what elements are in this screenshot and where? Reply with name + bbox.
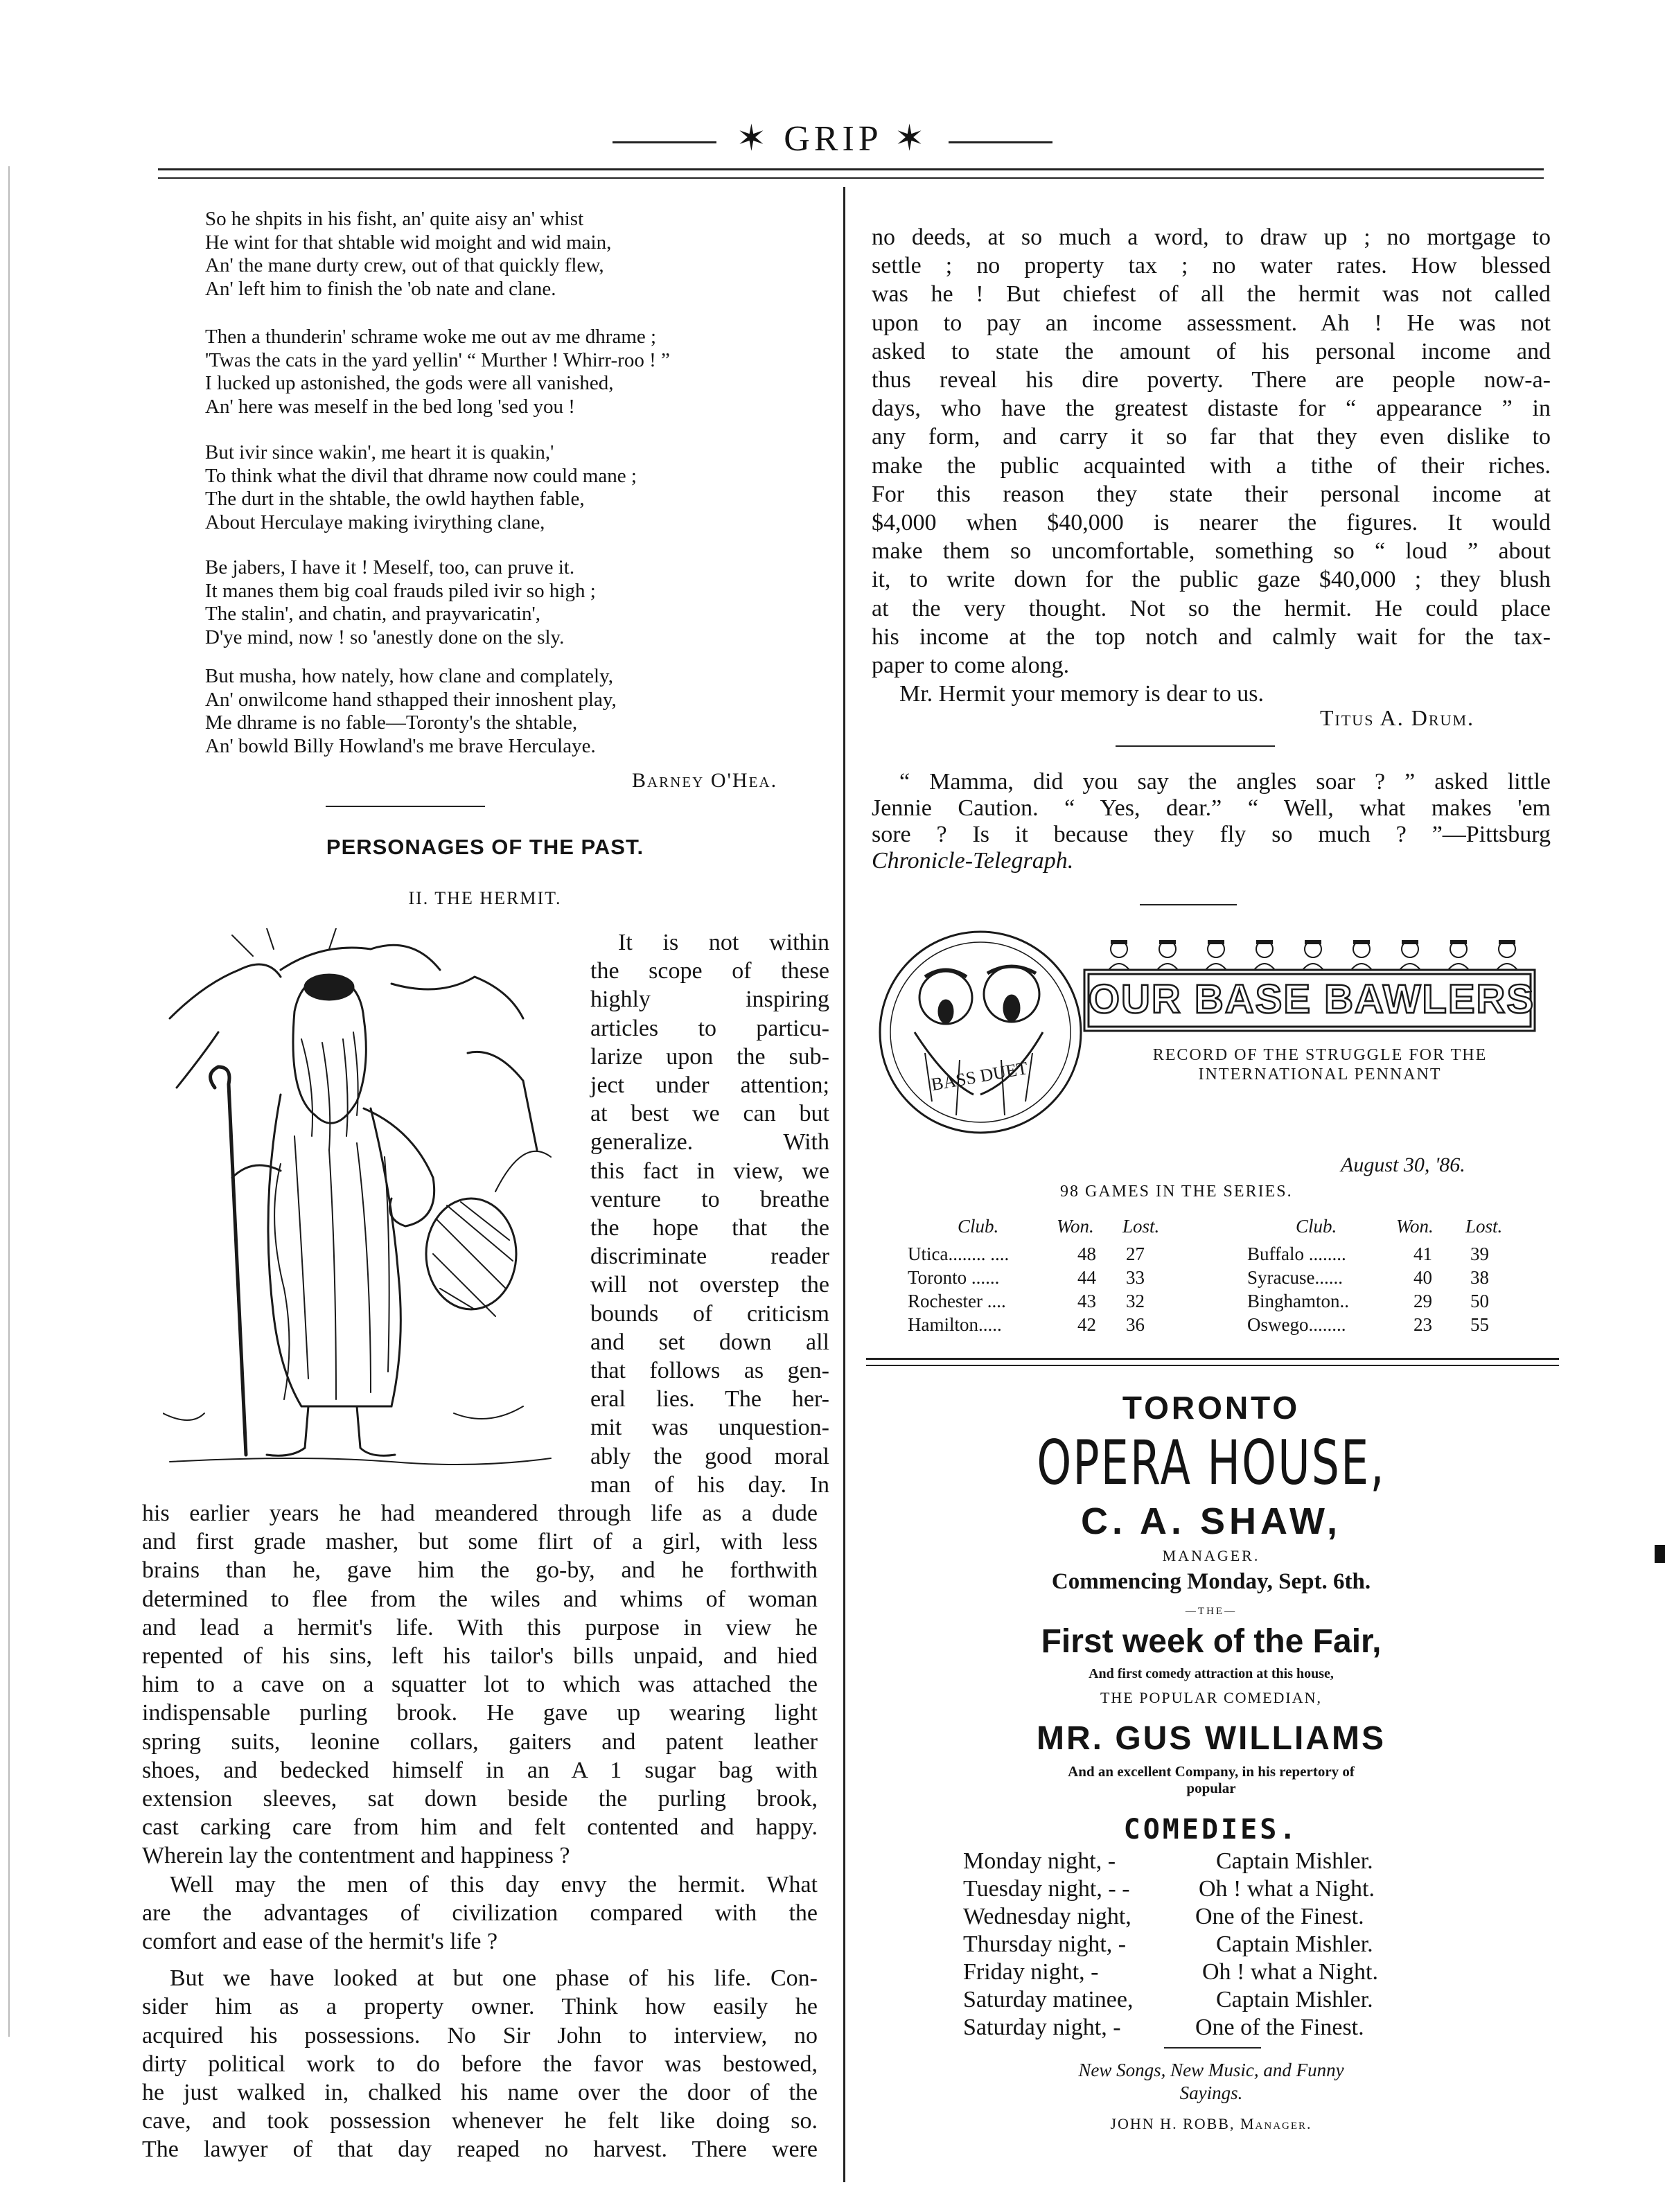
club-won: 42	[1077, 1314, 1096, 1335]
poem-line: An' here was meself in the bed long 'sed you !	[205, 395, 575, 418]
article-line: dirty political work to do before the favor was bestowed,	[142, 2051, 818, 2077]
club-name: Syracuse......	[1247, 1267, 1343, 1288]
standings-header-won: Won.	[1396, 1216, 1434, 1237]
poem-stanza-5	[205, 665, 815, 758]
article-line: and lead a hermit's life. With this purpose in view he	[142, 1614, 818, 1640]
club-won: 43	[1077, 1291, 1096, 1311]
article-subtitle: II. THE HERMIT.	[408, 888, 562, 908]
column-divider	[843, 187, 845, 2182]
baseball-games-line: 98 GAMES IN THE SERIES.	[1060, 1183, 1293, 1201]
section-rule	[1140, 904, 1237, 905]
article-line: mit was unquestion-	[590, 1415, 829, 1441]
poem-line: Be jabers, I have it ! Meself, too, can pruve it.	[205, 556, 575, 578]
article-line: ject under attention;	[590, 1072, 829, 1099]
header-rule	[158, 168, 1544, 170]
article-line: bounds of criticism	[590, 1300, 829, 1327]
article-line: the scope of these	[590, 958, 829, 984]
joke-line: Chronicle-Telegraph.	[872, 848, 1074, 874]
poem-stanza-2	[205, 326, 815, 418]
article-line: repented of his sins, left his tailor's bills unpaid, and hied	[142, 1643, 818, 1670]
poem-line: An' bowld Billy Howland's me brave Herculaye.	[205, 734, 596, 757]
club-name: Utica........ ....	[908, 1244, 1010, 1264]
joke-line: Jennie Caution. “ Yes, dear.” “ Well, what makes 'em	[872, 795, 1551, 821]
schedule-night: Saturday matinee,	[963, 1987, 1134, 2012]
article-line: Mr. Hermit your memory is dear to us.	[899, 681, 1264, 707]
article-line: the hope that the	[590, 1215, 829, 1241]
joke-line: sore ? Is it because they fly so much ? ”—Pittsburg	[872, 822, 1551, 847]
poem-line: To think what the divil that dhrame now could mane ;	[205, 464, 637, 487]
hermit-illustration	[163, 928, 592, 1476]
poem-line: The durt in the shtable, the owld haythen fable,	[205, 488, 585, 511]
schedule-play: Captain Mishler.	[1216, 1931, 1373, 1957]
club-won: 48	[1077, 1244, 1096, 1264]
club-won: 44	[1077, 1267, 1096, 1288]
article-line: cave, and took possession whenever he felt like doing so.	[142, 2108, 818, 2134]
article-line: him to a cave on a squatter lot to which was attached the	[142, 1672, 818, 1698]
schedule-play: Oh ! what a Night.	[1202, 1959, 1379, 1985]
article-line: at the very thought. Not so the hermit. He could place	[872, 595, 1551, 621]
masthead	[0, 118, 1665, 159]
ad-manager-label: MANAGER.	[1162, 1547, 1260, 1564]
ad-footer-signature: JOHN H. ROBB, Manager.	[1110, 2115, 1312, 2132]
article-line: thus reveal his dire poverty. There are people now-a-	[872, 367, 1551, 393]
ad-venue-line-1: TORONTO	[1122, 1390, 1301, 1426]
article-line: highly inspiring	[590, 986, 829, 1013]
poem-line: An' left him to finish the 'ob nate and clane.	[205, 277, 556, 300]
poem-line: He wint for that shtable wid moight and wid main,	[205, 231, 612, 254]
poem-line: An' onwilcome hand sthapped their innoshent play,	[205, 688, 617, 711]
article-body-wide	[142, 1499, 818, 2164]
schedule-night: Saturday night, -	[963, 2015, 1121, 2040]
poem-line: I lucked up astonished, the gods were all vanished,	[205, 372, 614, 395]
article-continued	[872, 223, 1551, 708]
schedule-play: Oh ! what a Night.	[1199, 1876, 1375, 1902]
club-won: 29	[1413, 1291, 1432, 1311]
article-line: acquired his possessions. No Sir John to interview, no	[142, 2022, 818, 2049]
article-line: $4,000 when $40,000 is nearer the figures. It would	[872, 510, 1551, 536]
baseball-banner-badge: BASS DUET	[929, 1058, 1030, 1095]
joke	[872, 769, 1551, 874]
baseball-banner-subtitle-2: INTERNATIONAL PENNANT	[1198, 1065, 1442, 1083]
poem-signature: Barney O'Hea.	[632, 769, 778, 792]
article-line: larize upon the sub-	[590, 1043, 829, 1070]
poem-line: About Herculaye making ivirything clane,	[205, 511, 545, 533]
article-line: it, to write down for the public gaze $40,000 ; they blush	[872, 567, 1551, 593]
ad-fair: First week of the Fair,	[1041, 1623, 1382, 1660]
article-line: will not overstep the	[590, 1272, 829, 1298]
schedule-night: Thursday night, -	[963, 1931, 1127, 1957]
club-lost: 38	[1470, 1267, 1489, 1288]
article-line: at best we can but	[590, 1101, 829, 1127]
ad-company-line: And an excellent Company, in his repertory of	[1068, 1763, 1355, 1780]
club-lost: 50	[1470, 1291, 1489, 1311]
article-line: and first grade masher, but some flirt of a girl, with less	[142, 1529, 818, 1555]
article-line: spring suits, leonine collars, gaiters and patent leather	[142, 1728, 818, 1755]
article-line: comfort and ease of the hermit's life ?	[142, 1929, 498, 1955]
ad-footer	[872, 2059, 1551, 2105]
article-line: was he ! But chiefest of all the hermit was not called	[872, 281, 1551, 308]
ad-commencing: Commencing Monday, Sept. 6th.	[1051, 1569, 1371, 1594]
article-line: cast carking care from him and felt contented and happy.	[142, 1814, 818, 1841]
article-title: PERSONAGES OF THE PAST.	[326, 835, 644, 859]
article-line: Well may the men of this day envy the hermit. What	[170, 1871, 818, 1897]
masthead-rule-right	[949, 141, 1052, 143]
section-rule	[326, 806, 485, 807]
baseball-banner	[876, 921, 1542, 1171]
article-line: make the public acquainted with a tithe of their riches.	[872, 452, 1551, 479]
standings-header-lost: Lost.	[1465, 1216, 1503, 1237]
club-name: Oswego........	[1247, 1314, 1346, 1335]
article-line: indispensable purling brook. He gave up wearing light	[142, 1700, 818, 1726]
ad-first-comedy: And first comedy attraction at this house,	[1089, 1666, 1334, 1681]
schedule-play: One of the Finest.	[1195, 2015, 1364, 2040]
poem-line: But ivir since wakin', me heart it is quakin,'	[205, 441, 554, 463]
ad-star: MR. GUS WILLIAMS	[1037, 1720, 1386, 1757]
ad-rule	[866, 1358, 1559, 1360]
article-line: his earlier years he had meandered through life as a dude	[142, 1501, 818, 1526]
article-line: he just walked in, chalked his name over the door of the	[142, 2080, 818, 2106]
schedule-play: Captain Mishler.	[1216, 1848, 1373, 1874]
article-line: asked to state the amount of his personal income and	[872, 338, 1551, 364]
poem-line: Then a thunderin' schrame woke me out av me dhrame ;	[205, 326, 657, 348]
article-line: that follows as gen-	[590, 1358, 829, 1384]
article-body-narrow	[590, 928, 829, 1499]
article-line: Wherein lay the contentment and happiness ?	[142, 1843, 570, 1869]
masthead-rule-left	[613, 141, 716, 143]
club-lost: 33	[1126, 1267, 1145, 1288]
baseball-banner-title: OUR BASE BAWLERS	[1088, 977, 1535, 1022]
ad-schedule	[963, 1848, 1448, 2049]
baseball-banner-subtitle-1: RECORD OF THE STRUGGLE FOR THE	[1152, 1046, 1488, 1064]
article-line: For this reason they state their personal income at	[872, 481, 1551, 507]
article-line: It is not within	[618, 930, 829, 955]
article-line: make them so uncomfortable, something so “ loud ” about	[872, 538, 1551, 565]
poem-line: It manes them big coal frauds piled ivir so high ;	[205, 579, 596, 602]
ad-company-line: popular	[1186, 1780, 1236, 1796]
club-lost: 55	[1470, 1314, 1489, 1335]
schedule-night: Monday night, -	[963, 1848, 1116, 1874]
standings-header-won: Won.	[1057, 1216, 1094, 1237]
schedule-night: Friday night, -	[963, 1959, 1099, 1985]
article-line: venture to breathe	[590, 1186, 829, 1212]
standings-header-club: Club.	[958, 1216, 999, 1237]
poem-stanza-1	[205, 208, 815, 301]
poem-line: So he shpits in his fisht, an' quite aisy an' whist	[205, 208, 584, 230]
ad-company	[872, 1763, 1551, 1796]
baseball-date: August 30, '86.	[1341, 1153, 1465, 1176]
article-line: and set down all	[590, 1329, 829, 1355]
club-won: 23	[1413, 1314, 1432, 1335]
article-line: eral lies. The her-	[590, 1386, 829, 1413]
poem-stanza-4	[205, 556, 815, 649]
masthead-star-right: ✶	[894, 119, 929, 159]
schedule-play: Captain Mishler.	[1216, 1987, 1373, 2012]
ad-footer-line: New Songs, New Music, and Funny	[1078, 2060, 1344, 2080]
club-lost: 27	[1126, 1244, 1145, 1264]
ad-rule-short	[1164, 2047, 1261, 2049]
article-line: extension sleeves, sat down beside the purling brook,	[142, 1786, 818, 1812]
article-line: articles to particu-	[590, 1015, 829, 1041]
club-name: Buffalo ........	[1247, 1244, 1346, 1264]
article-line: But we have looked at but one phase of his life. Con-	[170, 1965, 818, 1992]
article-line: upon to pay an income assessment. Ah ! He was not	[872, 310, 1551, 336]
article-line: brains than he, gave him the go-by, and he forthwith	[142, 1557, 818, 1584]
ad-rule-thin	[866, 1365, 1559, 1366]
article-line: paper to come along.	[872, 653, 1070, 679]
article-line: days, who have the greatest distaste for “ appearance ” in	[872, 396, 1551, 422]
section-rule	[1116, 745, 1275, 747]
ad-venue-line-2: OPERA HOUSE,	[1037, 1427, 1386, 1498]
poem-line: An' the mane durty crew, out of that quickly flew,	[205, 254, 604, 277]
scan-edge	[8, 166, 10, 2037]
article-line: sider him as a property owner. Think how easily he	[142, 1994, 818, 2020]
club-lost: 32	[1126, 1291, 1145, 1311]
club-lost: 39	[1470, 1244, 1489, 1264]
article-line: generalize. With	[590, 1129, 829, 1156]
poem-line: 'Twas the cats in the yard yellin' “ Murther ! Whirr-roo ! ”	[205, 348, 670, 371]
article-line: shoes, and bedecked himself in an A 1 sugar bag with	[142, 1757, 818, 1783]
article-signature: Titus A. Drum.	[1320, 705, 1475, 730]
article-line: are the advantages of civilization compared with the	[142, 1900, 818, 1926]
article-line: discriminate reader	[590, 1244, 829, 1270]
club-name: Hamilton.....	[908, 1314, 1002, 1335]
club-won: 40	[1413, 1267, 1432, 1288]
club-lost: 36	[1126, 1314, 1145, 1335]
ad-popular-comedian: THE POPULAR COMEDIAN,	[1100, 1689, 1323, 1706]
standings-header-club: Club.	[1296, 1216, 1337, 1237]
club-name: Rochester ....	[908, 1291, 1006, 1311]
article-line: ably the good moral	[590, 1443, 829, 1469]
masthead-title: GRIP	[784, 119, 881, 159]
ad-footer-line: Sayings.	[1179, 2082, 1243, 2103]
poem-line: But musha, how nately, how clane and complately,	[205, 665, 613, 687]
article-line: man of his day. In	[590, 1471, 829, 1498]
ad-the: —THE—	[1185, 1606, 1237, 1617]
poem-line: D'ye mind, now ! so 'anestly done on the sly.	[205, 626, 565, 648]
masthead-star-left: ✶	[736, 119, 771, 159]
club-won: 41	[1413, 1244, 1432, 1264]
article-line: determined to flee from the wiles and whims of woman	[142, 1586, 818, 1612]
scan-mark	[1655, 1545, 1665, 1563]
schedule-play: One of the Finest.	[1195, 1904, 1364, 1929]
schedule-night: Tuesday night, - -	[963, 1876, 1130, 1902]
club-name: Toronto ......	[908, 1267, 1000, 1288]
joke-line: “ Mamma, did you say the angles soar ? ” asked little	[899, 769, 1551, 795]
article-line: no deeds, at so much a word, to draw up ; no mortgage to	[872, 224, 1551, 250]
ad-comedies: COMEDIES.	[1123, 1814, 1299, 1846]
article-line: settle ; no property tax ; no water rates. How blessed	[872, 253, 1551, 279]
header-rule-thin	[158, 177, 1544, 179]
ad-manager-name: C. A. SHAW,	[1080, 1501, 1342, 1542]
poem-line: Me dhrame is no fable—Toronty's the shtable,	[205, 711, 578, 734]
article-line: his income at the top notch and calmly wait for the tax-	[872, 623, 1551, 650]
poem-line: The stalin', and chatin, and prayvaricatin',	[205, 603, 540, 626]
article-line: this fact in view, we	[590, 1158, 829, 1184]
poem-stanza-3	[205, 441, 815, 534]
schedule-night: Wednesday night,	[963, 1904, 1131, 1929]
article-line: The lawyer of that day reaped no harvest. There were	[142, 2136, 818, 2163]
article-line: any form, and carry it so far that they even dislike to	[872, 424, 1551, 450]
standings-header-lost: Lost.	[1122, 1216, 1160, 1237]
club-name: Binghamton..	[1247, 1291, 1349, 1311]
